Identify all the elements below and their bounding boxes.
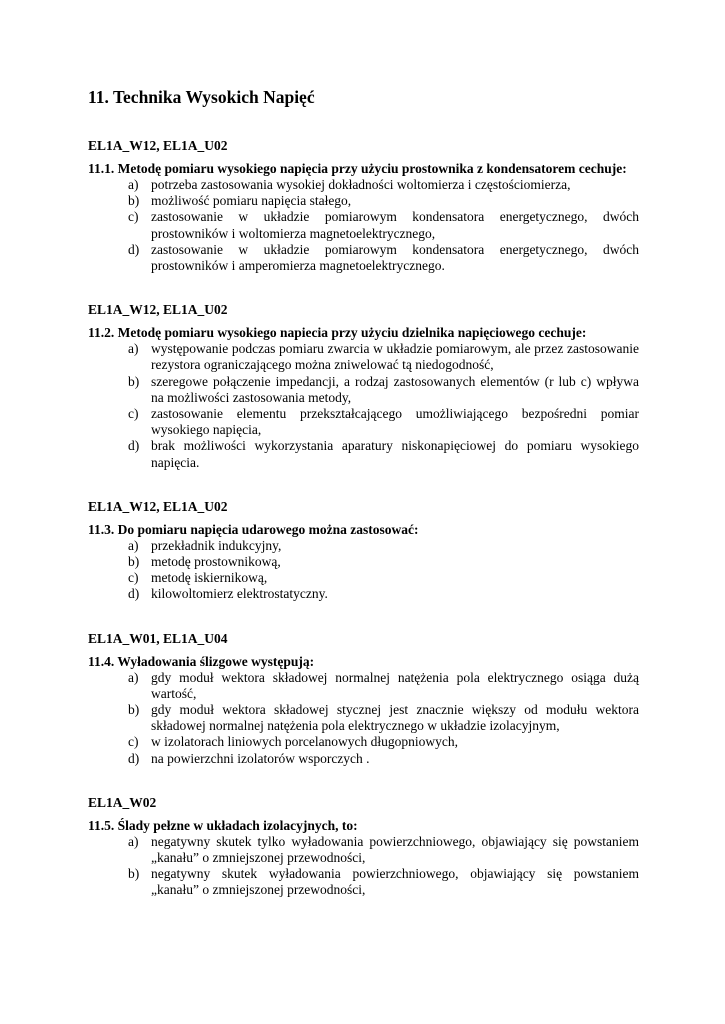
answer-option bbox=[88, 586, 639, 602]
answer-option bbox=[88, 242, 639, 274]
outcome-codes: EL1A_W12, EL1A_U02 bbox=[88, 302, 228, 318]
answer-text: metodę iskiernikową, bbox=[151, 570, 268, 586]
question-text: 11.1. Metodę pomiaru wysokiego napięcia przy użyciu prostownika z kondensatorem cechuje: bbox=[88, 161, 627, 176]
answer-option bbox=[88, 193, 639, 209]
answer-option bbox=[88, 554, 639, 570]
answer-text: zastosowanie w układzie pomiarowym kondensatora energetycznego, dwóch prostowników i amperomierza magnetoelektrycznego. bbox=[151, 241, 639, 274]
answer-letter: a) bbox=[128, 537, 139, 553]
outcome-codes: EL1A_W12, EL1A_U02 bbox=[88, 498, 228, 514]
question-text: 11.5. Ślady pełzne w układach izolacyjnych, to: bbox=[88, 817, 358, 833]
answer-letter: d) bbox=[128, 586, 140, 602]
document-title: 11. Technika Wysokich Napięć bbox=[88, 87, 315, 107]
answer-letter: b) bbox=[128, 193, 140, 209]
question-text: 11.2. Metodę pomiaru wysokiego napiecia przy użyciu dzielnika napięciowego cechuje: bbox=[88, 325, 587, 341]
answer-text: w izolatorach liniowych porcelanowych długopniowych, bbox=[151, 734, 459, 750]
answer-text: przekładnik indukcyjny, bbox=[151, 537, 282, 553]
answer-list bbox=[88, 177, 639, 274]
question-text: 11.3. Do pomiaru napięcia udarowego można zastosować: bbox=[88, 521, 419, 537]
answer-text: brak możliwości wykorzystania aparatury niskonapięciowej do pomiaru wysokiego napięcia. bbox=[151, 438, 639, 470]
answer-list bbox=[88, 538, 639, 603]
question-block bbox=[88, 631, 639, 767]
answer-letter: b) bbox=[128, 866, 140, 882]
answer-letter: c) bbox=[128, 406, 139, 422]
answer-letter: a) bbox=[128, 833, 139, 849]
answer-option bbox=[88, 866, 639, 898]
answer-option bbox=[88, 834, 639, 866]
outcome-codes: EL1A_W12, EL1A_U02 bbox=[88, 138, 228, 153]
answer-text: gdy moduł wektora składowej normalnej natężenia pola elektrycznego osiąga dużą wartość, bbox=[151, 669, 639, 701]
answer-text: szeregowe połączenie impedancji, a rodzaj zastosowanych elementów (r lub c) wpływa na możliwości zastosowania metody, bbox=[151, 373, 639, 405]
answer-letter: c) bbox=[128, 570, 139, 586]
answer-option bbox=[88, 570, 639, 586]
answer-letter: c) bbox=[128, 734, 139, 750]
answer-text: kilowoltomierz elektrostatyczny. bbox=[151, 586, 328, 602]
answer-option bbox=[88, 670, 639, 702]
answer-letter: d) bbox=[128, 241, 140, 257]
answer-list bbox=[88, 341, 639, 471]
answer-text: występowanie podczas pomiaru zwarcia w układzie pomiarowym, ale przez zastosowanie rezystora ograniczającego można zniwelować tą niedogodność, bbox=[151, 341, 639, 373]
answer-letter: d) bbox=[128, 438, 140, 454]
answer-option bbox=[88, 374, 639, 406]
answer-option bbox=[88, 341, 639, 373]
answer-option bbox=[88, 177, 639, 193]
answer-option bbox=[88, 734, 639, 750]
answer-option bbox=[88, 209, 639, 241]
outcome-codes: EL1A_W02 bbox=[88, 794, 157, 810]
answer-option bbox=[88, 751, 639, 767]
answer-text: zastosowanie elementu przekształcającego umożliwiającego bezpośredni pomiar wysokiego napięcia, bbox=[151, 406, 639, 438]
answer-text: gdy moduł wektora składowej stycznej jest znacznie większy od modułu wektora składowej normalnej natężenia pola elektrycznego w układzie izolacyjnym, bbox=[151, 702, 639, 734]
answer-list bbox=[88, 670, 639, 767]
answer-option bbox=[88, 538, 639, 554]
question-block bbox=[88, 795, 639, 899]
answer-text: metodę prostownikową, bbox=[151, 554, 281, 570]
outcome-codes: EL1A_W01, EL1A_U04 bbox=[88, 630, 228, 646]
answer-text: zastosowanie w układzie pomiarowym kondensatora energetycznego, dwóch prostowników i woltomierza magnetoelektrycznego, bbox=[151, 209, 639, 241]
answer-letter: b) bbox=[128, 554, 140, 570]
answer-list bbox=[88, 834, 639, 899]
answer-letter: a) bbox=[128, 177, 139, 192]
question-block bbox=[88, 302, 639, 471]
document-page bbox=[88, 86, 639, 927]
answer-option bbox=[88, 438, 639, 470]
answer-option bbox=[88, 406, 639, 438]
answer-text: potrzeba zastosowania wysokiej dokładności woltomierza i częstościomierza, bbox=[151, 177, 571, 192]
answer-letter: b) bbox=[128, 373, 140, 389]
answer-text: na powierzchni izolatorów wsporczych . bbox=[151, 750, 370, 766]
question-block bbox=[88, 138, 639, 274]
question-text: 11.4. Wyładowania ślizgowe występują: bbox=[88, 653, 315, 669]
answer-letter: d) bbox=[128, 750, 140, 766]
answer-text: negatywny skutek tylko wyładowania powierzchniowego, objawiający się powstaniem „kanału” o zmniejszonej przewodności, bbox=[151, 833, 639, 866]
answer-letter: b) bbox=[128, 702, 140, 718]
answer-text: negatywny skutek wyładowania powierzchniowego, objawiający się powstaniem „kanału” o zmniejszonej przewodności, bbox=[151, 866, 639, 898]
question-block bbox=[88, 499, 639, 603]
answer-letter: c) bbox=[128, 209, 139, 225]
answer-letter: a) bbox=[128, 669, 139, 685]
answer-option bbox=[88, 702, 639, 734]
answer-text: możliwość pomiaru napięcia stałego, bbox=[151, 193, 352, 209]
answer-letter: a) bbox=[128, 341, 139, 357]
